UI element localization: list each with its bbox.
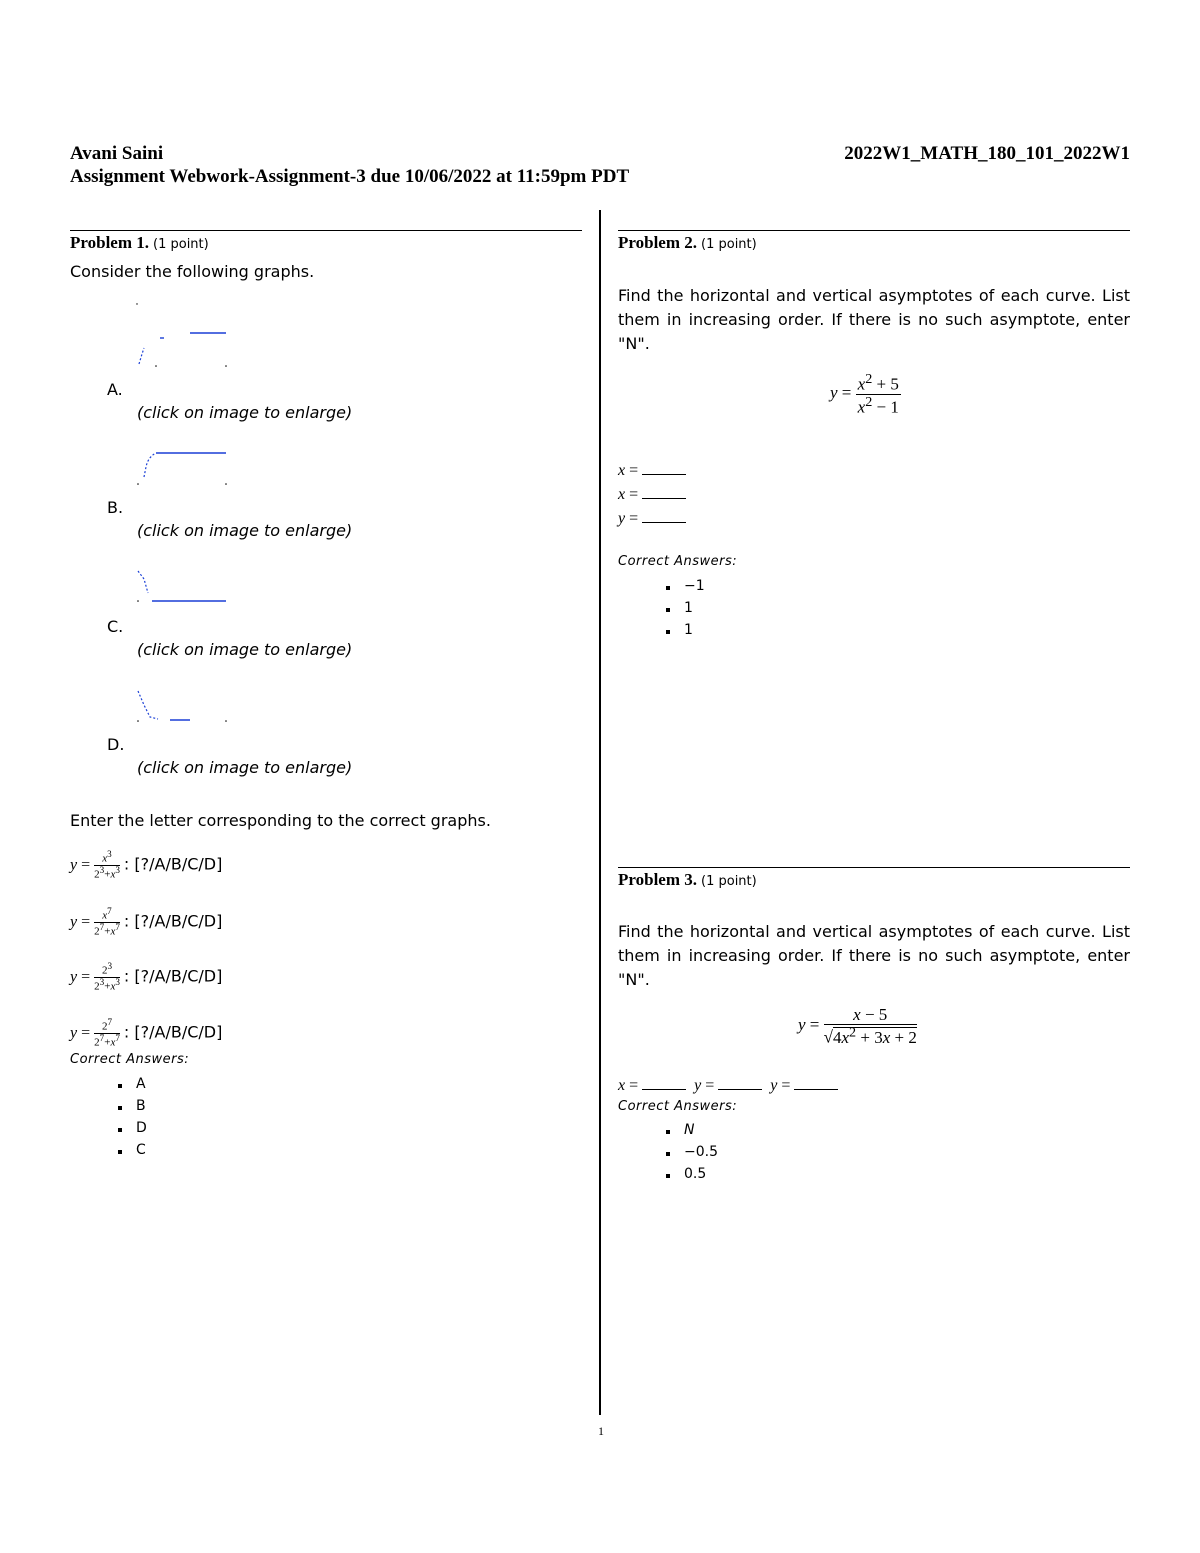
problem1-instruction: Enter the letter corresponding to the correct graphs. <box>70 811 491 830</box>
input-x1[interactable] <box>642 462 686 475</box>
answer-item: B <box>118 1098 147 1120</box>
graph-a-enlarge-link[interactable]: (click on image to enlarge) <box>137 403 353 422</box>
graph-c-enlarge-link[interactable]: (click on image to enlarge) <box>137 640 353 659</box>
problem3-rule <box>618 867 1130 868</box>
problem1-title: Problem 1. <box>70 233 150 252</box>
equation-4-select[interactable]: : [?/A/B/C/D] <box>123 1022 223 1042</box>
input-y2[interactable] <box>794 1077 838 1090</box>
graph-c-thumbnail[interactable] <box>130 565 230 607</box>
graph-a-thumbnail[interactable] <box>130 298 230 370</box>
answer-item: A <box>118 1076 147 1098</box>
input-x2[interactable] <box>642 486 686 499</box>
answer-item: N <box>666 1122 718 1144</box>
problem3-inputs: x = y = y = <box>618 1077 842 1095</box>
problem2-answers <box>666 578 705 644</box>
problem2-input-x2: x = <box>618 486 690 504</box>
problem3-text: Find the horizontal and vertical asymptotes of each curve. List them in increasing order. If there is no such asymptote, enter "N". <box>618 922 1130 989</box>
problem2-points: (1 point) <box>701 237 757 252</box>
page-number: 1 <box>598 1424 604 1438</box>
course-code: 2022W1_MATH_180_101_2022W1 <box>844 143 1130 164</box>
graph-a-letter: A. <box>107 380 123 399</box>
graph-b-thumbnail[interactable] <box>130 445 230 490</box>
problem3-correct-label: Correct Answers: <box>618 1099 738 1114</box>
assignment-title: Assignment Webwork-Assignment-3 due 10/06/2022 at 11:59pm PDT <box>70 166 630 187</box>
equation-4: y = $\frac{2^7}{2^7+x^7}$ : [?/A/B/C/D] <box>70 1017 223 1049</box>
problem1-points: (1 point) <box>153 237 209 252</box>
problem2-heading <box>618 233 757 253</box>
graph-b-enlarge-link[interactable]: (click on image to enlarge) <box>137 521 353 540</box>
problem3-heading <box>618 870 757 890</box>
problem1-answers <box>118 1076 147 1164</box>
input-x[interactable] <box>642 1077 686 1090</box>
problem1-correct-label: Correct Answers: <box>70 1052 190 1067</box>
problem2-correct-label: Correct Answers: <box>618 554 738 569</box>
graph-b-letter: B. <box>107 498 124 517</box>
problem2-input-x1: x = <box>618 462 690 480</box>
answer-item: C <box>118 1142 147 1164</box>
column-divider <box>599 210 601 1415</box>
answer-item: −1 <box>666 578 705 600</box>
problem1-intro: Consider the following graphs. <box>70 262 315 281</box>
equation-1-select[interactable]: : [?/A/B/C/D] <box>123 854 223 874</box>
problem3-title: Problem 3. <box>618 870 698 889</box>
graph-d-thumbnail[interactable] <box>130 685 230 727</box>
problem1-heading <box>70 233 209 253</box>
problem1-rule <box>70 230 582 231</box>
graph-c-letter: C. <box>107 617 124 636</box>
graph-d-enlarge-link[interactable]: (click on image to enlarge) <box>137 758 353 777</box>
equation-2: y = $\frac{x^7}{2^7+x^7}$ : [?/A/B/C/D] <box>70 906 223 938</box>
equation-3: y = $\frac{2^3}{2^3+x^3}$ : [?/A/B/C/D] <box>70 961 223 993</box>
equation-1: y = $\frac{x^3}{2^3+x^3}$ : [?/A/B/C/D] <box>70 849 223 881</box>
problem3-answers <box>666 1122 718 1188</box>
answer-item: D <box>118 1120 147 1142</box>
graph-d-letter: D. <box>107 735 125 754</box>
problem2-input-y: y = <box>618 510 690 528</box>
problem2-text: Find the horizontal and vertical asymptotes of each curve. List them in increasing order. If there is no such asymptote, enter "N". <box>618 286 1130 353</box>
problem2-equation: y = $\frac{x^2 + 5}{x^2 - 1}$ <box>830 371 899 417</box>
answer-item: 0.5 <box>666 1166 718 1188</box>
answer-item: −0.5 <box>666 1144 718 1166</box>
input-y[interactable] <box>642 510 686 523</box>
answer-item: 1 <box>666 622 705 644</box>
answer-item: 1 <box>666 600 705 622</box>
equation-2-select[interactable]: : [?/A/B/C/D] <box>123 911 223 931</box>
problem2-title: Problem 2. <box>618 233 698 252</box>
student-name: Avani Saini <box>70 143 164 164</box>
input-y1[interactable] <box>718 1077 762 1090</box>
problem2-rule <box>618 230 1130 231</box>
problem3-equation: y = $\frac{x - 5}{√4x^2 + 3x + 2}$ <box>798 1005 917 1047</box>
equation-3-select[interactable]: : [?/A/B/C/D] <box>123 966 223 986</box>
problem3-points: (1 point) <box>701 874 757 889</box>
